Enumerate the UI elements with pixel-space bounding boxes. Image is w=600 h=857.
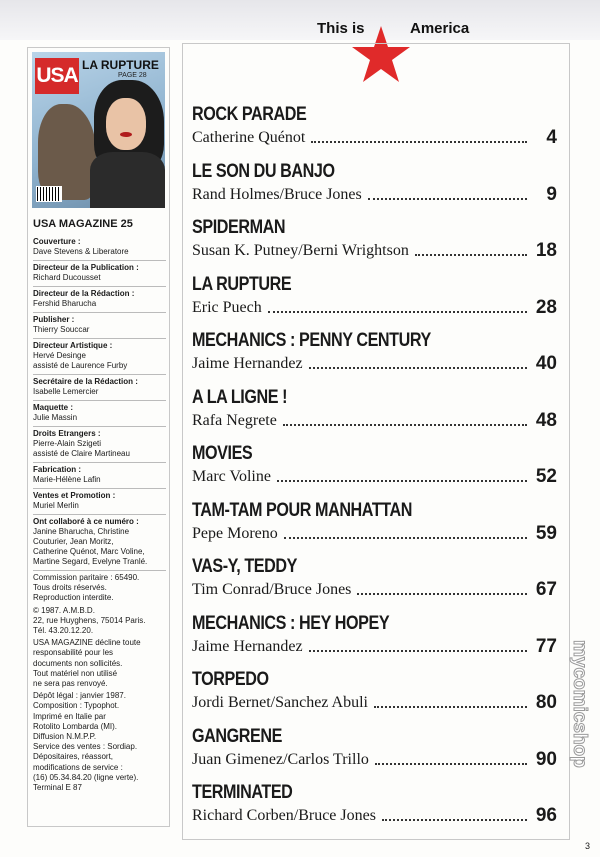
credit-value: Julie Massin xyxy=(33,413,78,422)
legal-note: USA MAGAZINE décline toute responsabilité pour les documents non sollicités. Tout matériel non utilisé ne sera pas renvoyé. xyxy=(33,638,141,689)
credit-label: Ventes et Promotion : xyxy=(33,491,116,500)
leader-dots xyxy=(375,763,527,765)
page-number: 3 xyxy=(585,841,591,851)
entry-line xyxy=(192,749,557,771)
legal-note: © 1987. A.M.B.D. 22, rue Huyghens, 75014 Paris. Tél. 43.20.12.20. xyxy=(33,605,146,636)
entry-authors: Juan Gimenez/Carlos Trillo xyxy=(192,751,373,769)
entry-line xyxy=(192,466,557,488)
header-word-america: America xyxy=(410,20,470,37)
credit-item xyxy=(33,287,166,313)
leader-dots xyxy=(309,367,527,369)
entry-line xyxy=(192,240,557,262)
magazine-issue: USA MAGAZINE 25 xyxy=(33,218,133,230)
credit-value: Thierry Souccar xyxy=(33,325,90,334)
entry-authors: Richard Corben/Bruce Jones xyxy=(192,807,380,825)
credit-label: Droits Etrangers : xyxy=(33,429,101,438)
entry-page: 96 xyxy=(532,805,557,827)
contents-entry xyxy=(192,669,557,714)
entry-title: MECHANICS : HEY HOPEY xyxy=(192,612,390,634)
entry-title: LE SON DU BANJO xyxy=(192,160,335,182)
barcode-icon xyxy=(36,186,62,202)
leader-dots xyxy=(357,593,527,595)
entry-authors: Jordi Bernet/Sanchez Abuli xyxy=(192,694,372,712)
legal-notes xyxy=(33,571,166,793)
leader-dots xyxy=(284,537,527,539)
entry-authors: Rand Holmes/Bruce Jones xyxy=(192,186,366,204)
leader-dots xyxy=(268,311,527,313)
credit-label: Ont collaboré à ce numéro : xyxy=(33,517,139,526)
entry-authors: Jaime Hernandez xyxy=(192,355,307,373)
entry-page: 52 xyxy=(532,466,557,488)
cover-body xyxy=(90,152,165,208)
credit-label: Directeur Artistique : xyxy=(33,341,113,350)
contents-entry xyxy=(192,556,557,601)
credit-item xyxy=(33,235,166,261)
entry-title: ROCK PARADE xyxy=(192,104,307,125)
entry-page: 59 xyxy=(532,523,557,545)
entry-line xyxy=(192,410,557,432)
entry-page: 48 xyxy=(532,410,557,432)
contents-entry xyxy=(192,217,557,262)
leader-dots xyxy=(309,650,527,652)
entry-line xyxy=(192,636,557,658)
entry-title: VAS-Y, TEDDY xyxy=(192,556,297,577)
contents-entry xyxy=(192,782,557,827)
contents-entry xyxy=(192,330,557,375)
contents-entry xyxy=(192,274,557,319)
legal-note: Commission paritaire : 65490. Tous droits réservés. Reproduction interdite. xyxy=(33,573,140,603)
entry-title: TORPEDO xyxy=(192,669,269,690)
entry-authors: Rafa Negrete xyxy=(192,412,281,430)
credit-value: Isabelle Lemercier xyxy=(33,387,99,396)
entry-title: MECHANICS : PENNY CENTURY xyxy=(192,330,431,351)
credit-item xyxy=(33,463,166,489)
credit-value: Muriel Merlin xyxy=(33,501,79,510)
credit-item xyxy=(33,261,166,287)
cover-image xyxy=(32,52,165,208)
entry-line xyxy=(192,127,557,149)
entry-page: 28 xyxy=(532,297,557,319)
credit-value: Richard Ducousset xyxy=(33,273,101,282)
cover-page: PAGE 28 xyxy=(118,72,147,79)
entry-authors: Catherine Quénot xyxy=(192,129,309,147)
entry-title: TERMINATED xyxy=(192,782,293,803)
credit-label: Publisher : xyxy=(33,315,75,324)
watermark xyxy=(569,640,596,830)
cover-lips xyxy=(120,132,132,137)
credit-label: Directeur de la Rédaction : xyxy=(33,289,135,298)
contents-entry xyxy=(192,613,557,658)
leader-dots xyxy=(311,141,527,143)
leader-dots xyxy=(368,198,527,200)
header-word-this-is: This is xyxy=(317,20,365,37)
contents-entry xyxy=(192,387,557,432)
credit-value: Fershid Bharucha xyxy=(33,299,97,308)
credit-value: Marie-Hélène Lafin xyxy=(33,475,101,484)
entry-authors: Tim Conrad/Bruce Jones xyxy=(192,581,355,599)
entry-line xyxy=(192,353,557,375)
entry-authors: Susan K. Putney/Berni Wrightson xyxy=(192,242,413,260)
entry-page: 9 xyxy=(542,184,557,206)
contents-entry xyxy=(192,161,557,206)
entry-title: GANGRENE xyxy=(192,725,282,747)
contents-entry xyxy=(192,443,557,488)
entry-page: 40 xyxy=(532,353,557,375)
cover-face xyxy=(106,98,146,150)
entry-page: 80 xyxy=(532,692,557,714)
credit-label: Couverture : xyxy=(33,237,81,246)
contents-entry xyxy=(192,726,557,771)
credit-value: Hervé Desinge assisté de Laurence Furby xyxy=(33,351,128,370)
credit-item xyxy=(33,427,166,463)
cover-logo: USA xyxy=(35,58,79,94)
entry-authors: Jaime Hernandez xyxy=(192,638,307,656)
credit-item xyxy=(33,401,166,427)
legal-note: Dépôt légal : janvier 1987. Composition : Typophot. Imprimé en Italie par Rotolito Lombarda (MI). Diffusion N.M.P.P. Service des ventes : Sordiap. Dépositaires, réassort, modifications de service : (16) 05.34.84.20 (ligne verte). Terminal E 87 xyxy=(33,691,139,793)
credit-value: Dave Stevens & Liberatore xyxy=(33,247,129,256)
sidebar xyxy=(27,47,170,827)
entry-line xyxy=(192,805,557,827)
credit-label: Maquette : xyxy=(33,403,73,412)
leader-dots xyxy=(382,819,527,821)
entry-title: SPIDERMAN xyxy=(192,217,286,238)
contents-entry xyxy=(192,500,557,545)
credit-value: Janine Bharucha, Christine Couturier, Jean Moritz, Catherine Quénot, Marc Voline, Martine Segard, Evelyne Tranlé. xyxy=(33,527,148,566)
entry-page: 67 xyxy=(532,579,557,601)
credit-item xyxy=(33,313,166,339)
credits-list xyxy=(33,235,166,795)
leader-dots xyxy=(415,254,527,256)
entry-line xyxy=(192,579,557,601)
entry-authors: Pepe Moreno xyxy=(192,525,282,543)
watermark-text: mycomicshop xyxy=(569,640,590,768)
entry-page: 4 xyxy=(542,127,557,149)
credit-item xyxy=(33,339,166,375)
entry-title: LA RUPTURE xyxy=(192,273,292,295)
credit-label: Fabrication : xyxy=(33,465,82,474)
entry-page: 77 xyxy=(532,636,557,658)
top-bleed xyxy=(0,0,600,40)
entry-title: A LA LIGNE ! xyxy=(192,386,288,408)
leader-dots xyxy=(277,480,527,482)
entry-line xyxy=(192,523,557,545)
credit-label: Secrétaire de la Rédaction : xyxy=(33,377,138,386)
leader-dots xyxy=(283,424,527,426)
entry-authors: Eric Puech xyxy=(192,299,266,317)
entry-title: MOVIES xyxy=(192,443,253,464)
credit-item xyxy=(33,489,166,515)
contents-entry xyxy=(192,104,557,149)
credit-label: Directeur de la Publication : xyxy=(33,263,139,272)
entry-page: 18 xyxy=(532,240,557,262)
credit-item xyxy=(33,375,166,401)
entry-authors: Marc Voline xyxy=(192,468,275,486)
cover-title: LA RUPTURE xyxy=(82,58,159,72)
credit-item xyxy=(33,515,166,571)
entry-title: TAM-TAM POUR MANHATTAN xyxy=(192,499,413,521)
entry-line xyxy=(192,184,557,206)
entry-line xyxy=(192,297,557,319)
leader-dots xyxy=(374,706,527,708)
entry-page: 90 xyxy=(532,749,557,771)
contents-list xyxy=(182,43,570,840)
credit-value: Pierre-Alain Szigeti assisté de Claire Martineau xyxy=(33,439,130,458)
entry-line xyxy=(192,692,557,714)
